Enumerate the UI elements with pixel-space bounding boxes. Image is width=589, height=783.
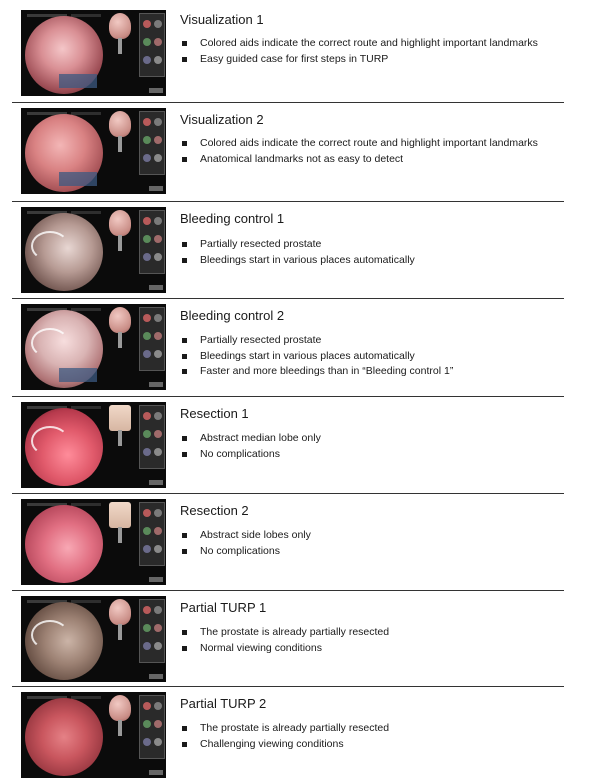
- instrument-icon: [118, 38, 122, 54]
- tool-dot: [143, 20, 151, 28]
- endoscope-view: [25, 114, 103, 192]
- corner-tag: [149, 480, 163, 485]
- tool-dot: [143, 314, 151, 322]
- resection-loop: [31, 426, 69, 456]
- divider: [12, 201, 564, 202]
- divider: [12, 102, 564, 103]
- prostate-model: [109, 405, 131, 431]
- instrument-icon: [118, 430, 122, 446]
- resection-loop: [31, 620, 69, 650]
- bullet-item: The prostate is already partially resected: [180, 625, 558, 641]
- tool-dot: [143, 136, 151, 144]
- tool-dot: [154, 624, 162, 632]
- corner-tag: [149, 285, 163, 290]
- tool-dot: [143, 253, 151, 261]
- tool-dot: [154, 118, 162, 126]
- case-visualization-1: [12, 6, 564, 96]
- case-resection-2: [12, 495, 564, 587]
- divider: [12, 298, 564, 299]
- case-bleeding-control-1: [12, 203, 564, 295]
- bullet-item: Bleedings start in various places automatically: [180, 253, 558, 269]
- bullet-item: Faster and more bleedings than in “Bleeding control 1”: [180, 364, 558, 380]
- tool-dot: [154, 56, 162, 64]
- bullet-item: No complications: [180, 544, 558, 560]
- bullet-item: Normal viewing conditions: [180, 641, 558, 657]
- case-partial-turp-1: [12, 592, 564, 684]
- simulator-screenshot: [21, 207, 166, 293]
- tool-dot: [154, 448, 162, 456]
- endoscope-view: [25, 698, 103, 776]
- case-title: Visualization 1: [180, 12, 264, 27]
- tool-dot: [143, 350, 151, 358]
- instrument-icon: [118, 720, 122, 736]
- prostate-model: [109, 13, 131, 39]
- endoscope-view: [25, 602, 103, 680]
- tool-dot: [154, 20, 162, 28]
- endoscope-view: [25, 310, 103, 388]
- instrument-icon: [118, 624, 122, 640]
- tool-dot: [154, 430, 162, 438]
- divider: [12, 396, 564, 397]
- simulator-screenshot: [21, 596, 166, 682]
- bullet-item: No complications: [180, 447, 558, 463]
- corner-tag: [149, 186, 163, 191]
- corner-tag: [149, 88, 163, 93]
- tool-dot: [154, 154, 162, 162]
- hud-bar: [71, 696, 101, 699]
- endoscope-view: [25, 505, 103, 583]
- instrument-icon: [118, 136, 122, 152]
- simulator-screenshot: [21, 108, 166, 194]
- case-partial-turp-2: [12, 688, 564, 780]
- case-bullets: [180, 136, 558, 167]
- hud-bar: [71, 14, 101, 17]
- resection-loop: [31, 328, 69, 358]
- instrument-icon: [118, 235, 122, 251]
- tool-dot: [143, 235, 151, 243]
- case-title: Partial TURP 2: [180, 696, 267, 711]
- divider: [12, 493, 564, 494]
- case-bullets: [180, 625, 558, 656]
- tool-dot: [143, 624, 151, 632]
- tool-dot: [143, 56, 151, 64]
- case-title: Resection 2: [180, 503, 249, 518]
- tool-dot: [154, 253, 162, 261]
- bullet-item: Colored aids indicate the correct route and highlight important landmarks: [180, 36, 558, 52]
- corner-tag: [149, 382, 163, 387]
- case-title: Bleeding control 1: [180, 211, 285, 226]
- simulator-screenshot: [21, 692, 166, 778]
- resection-loop: [31, 231, 69, 261]
- corner-tag: [149, 577, 163, 582]
- prostate-model: [109, 599, 131, 625]
- tool-dot: [143, 154, 151, 162]
- hud-bar: [71, 503, 101, 506]
- case-bullets: [180, 721, 558, 752]
- divider: [12, 686, 564, 687]
- case-title: Resection 1: [180, 406, 249, 421]
- case-bullets: [180, 431, 558, 462]
- tool-dot: [154, 738, 162, 746]
- corner-tag: [149, 674, 163, 679]
- bullet-item: Abstract median lobe only: [180, 431, 558, 447]
- hud-bar: [71, 112, 101, 115]
- bullet-item: Colored aids indicate the correct route and highlight important landmarks: [180, 136, 558, 152]
- tool-dot: [154, 412, 162, 420]
- prostate-model: [109, 502, 131, 528]
- endoscope-view: [25, 408, 103, 486]
- tool-dot: [143, 412, 151, 420]
- tool-dot: [143, 738, 151, 746]
- tool-dot: [154, 545, 162, 553]
- instrument-icon: [118, 527, 122, 543]
- case-resection-1: [12, 398, 564, 490]
- case-bullets: [180, 528, 558, 559]
- case-title: Visualization 2: [180, 112, 264, 127]
- tool-dot: [154, 606, 162, 614]
- tool-dot: [154, 136, 162, 144]
- bullet-item: Anatomical landmarks not as easy to detect: [180, 152, 558, 168]
- tool-dot: [143, 430, 151, 438]
- case-title: Partial TURP 1: [180, 600, 267, 615]
- info-overlay: [59, 368, 97, 382]
- case-bullets: [180, 333, 558, 380]
- bullet-item: The prostate is already partially resected: [180, 721, 558, 737]
- case-bleeding-control-2: [12, 300, 564, 392]
- case-title: Bleeding control 2: [180, 308, 285, 323]
- tool-dot: [143, 527, 151, 535]
- case-visualization-2: [12, 104, 564, 196]
- tool-dot: [143, 720, 151, 728]
- tool-panel: [139, 307, 165, 371]
- tool-dot: [154, 332, 162, 340]
- tool-dot: [143, 38, 151, 46]
- instrument-icon: [118, 332, 122, 348]
- tool-dot: [143, 332, 151, 340]
- tool-dot: [154, 702, 162, 710]
- tool-dot: [143, 545, 151, 553]
- tool-dot: [143, 118, 151, 126]
- simulator-screenshot: [21, 499, 166, 585]
- simulator-screenshot: [21, 304, 166, 390]
- endoscope-view: [25, 16, 103, 94]
- bullet-item: Partially resected prostate: [180, 237, 558, 253]
- tool-dot: [154, 217, 162, 225]
- tool-dot: [143, 606, 151, 614]
- tool-dot: [154, 527, 162, 535]
- tool-dot: [143, 642, 151, 650]
- hud-bar: [71, 600, 101, 603]
- corner-tag: [149, 770, 163, 775]
- bullet-item: Challenging viewing conditions: [180, 737, 558, 753]
- tool-dot: [154, 235, 162, 243]
- tool-dot: [143, 702, 151, 710]
- bullet-item: Partially resected prostate: [180, 333, 558, 349]
- tool-panel: [139, 502, 165, 566]
- tool-dot: [143, 509, 151, 517]
- prostate-model: [109, 210, 131, 236]
- prostate-model: [109, 307, 131, 333]
- tool-dot: [143, 217, 151, 225]
- prostate-model: [109, 111, 131, 137]
- tool-dot: [154, 642, 162, 650]
- tool-panel: [139, 111, 165, 175]
- tool-dot: [154, 38, 162, 46]
- hud-bar: [71, 406, 101, 409]
- prostate-model: [109, 695, 131, 721]
- info-overlay: [59, 74, 97, 88]
- hud-bar: [71, 211, 101, 214]
- tool-panel: [139, 210, 165, 274]
- bullet-item: Bleedings start in various places automatically: [180, 349, 558, 365]
- tool-dot: [154, 350, 162, 358]
- tool-dot: [143, 448, 151, 456]
- info-overlay: [59, 172, 97, 186]
- tool-panel: [139, 695, 165, 759]
- bullet-item: Easy guided case for first steps in TURP: [180, 52, 558, 68]
- simulator-screenshot: [21, 10, 166, 96]
- tool-dot: [154, 509, 162, 517]
- case-bullets: [180, 36, 558, 67]
- divider: [12, 590, 564, 591]
- endoscope-view: [25, 213, 103, 291]
- tool-dot: [154, 314, 162, 322]
- tool-panel: [139, 599, 165, 663]
- case-bullets: [180, 237, 558, 268]
- tool-panel: [139, 405, 165, 469]
- tool-dot: [154, 720, 162, 728]
- bullet-item: Abstract side lobes only: [180, 528, 558, 544]
- hud-bar: [71, 308, 101, 311]
- tool-panel: [139, 13, 165, 77]
- simulator-screenshot: [21, 402, 166, 488]
